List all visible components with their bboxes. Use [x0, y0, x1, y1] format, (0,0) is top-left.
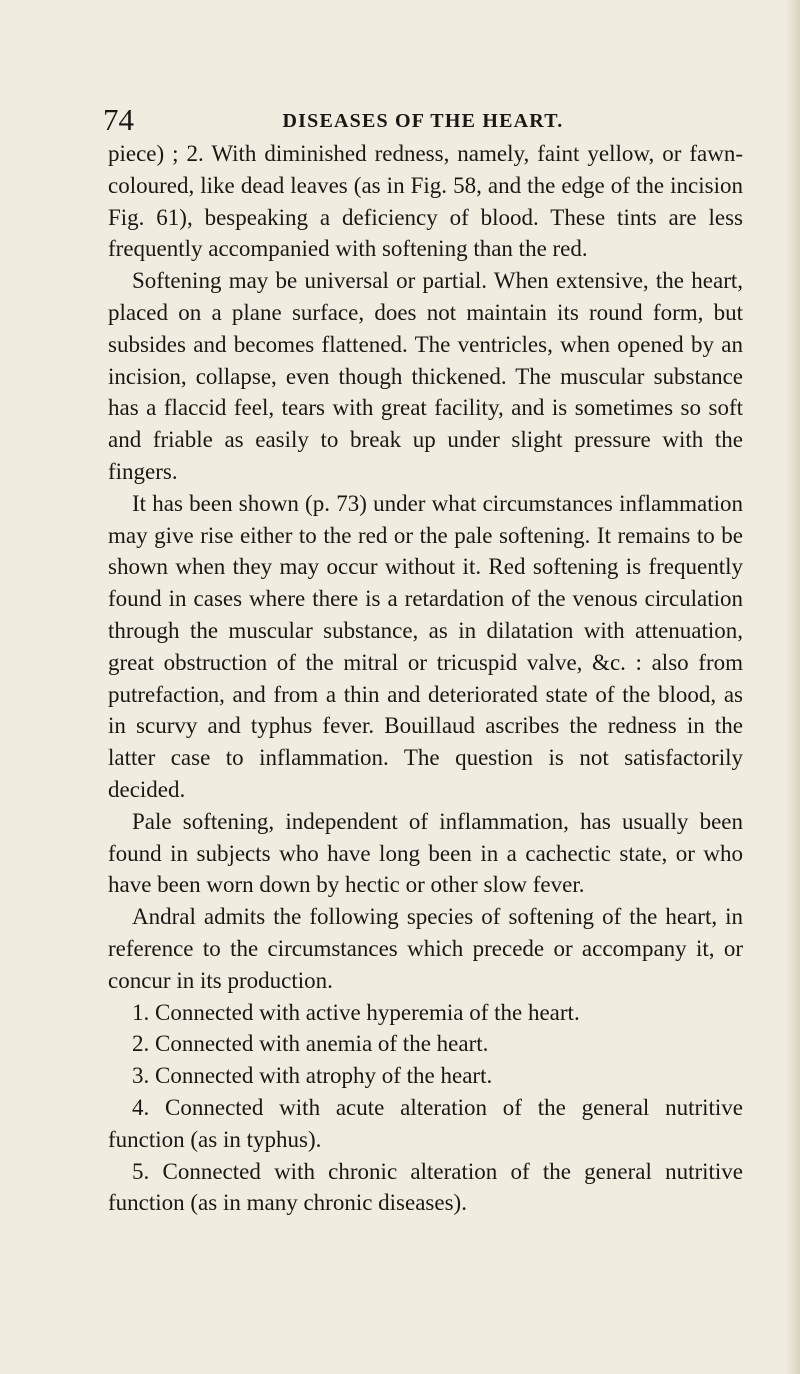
paragraph-andral-species: Andral admits the following species of softening of the heart, in reference to the circumstances which precede or accompany it, or concur in its production.	[108, 904, 743, 993]
list-item: 5. Connected with chronic alteration of the general nutritive function (as in many chronic diseases).	[108, 1158, 743, 1216]
list-item: 2. Connected with anemia of the heart.	[132, 1031, 489, 1057]
paragraph-pale-softening: Pale softening, independent of inflammation, has usually been found in subjects who have long been in a cachectic state, or who have been worn down by hectic or other slow fever.	[108, 808, 743, 898]
paragraph-continued: piece) ; 2. With diminished redness, namely, faint yellow, or fawn-coloured, like dead leaves (as in Fig. 58, and the edge of the incision Fig. 61), bespeaking a deficiency of blood. These tints are less frequently accompanied with softening than the red.	[108, 141, 743, 262]
list-item: 3. Connected with atrophy of the heart.	[132, 1063, 493, 1089]
body-text	[108, 138, 743, 1219]
list-item: 1. Connected with active hyperemia of the heart.	[132, 999, 580, 1025]
running-head: DISEASES OF THE HEART.	[282, 110, 564, 132]
paragraph-red-pale-softening: It has been shown (p. 73) under what circumstances inflammation may give rise either to the red or the pale softening. It remains to be shown when they may occur without it. Red softening is frequently found in cases where there is a retardation of the venous circulation through the muscular substance, as in dilatation with attenuation, great obstruction of the mitral or tricuspid valve, &c. : also from putrefaction, and from a thin and deteriorated state of the blood, as in scurvy and typhus fever. Bouillaud ascribes the redness in the latter case to inflammation. The question is not satisfactorily decided.	[108, 490, 743, 802]
paragraph-softening-extent: Softening may be universal or partial. When extensive, the heart, placed on a plane surface, does not maintain its round form, but subsides and becomes flattened. The ventricles, when opened by an incision, collapse, even though thickened. The muscular substance has a flaccid feel, tears with great facility, and is sometimes so soft and friable as easily to break up under slight pressure with the fingers.	[108, 268, 743, 484]
page-edge-shadow	[786, 0, 800, 1374]
page-header	[103, 100, 743, 140]
page-number: 74	[103, 102, 134, 137]
list-item: 4. Connected with acute alteration of the general nutritive function (as in typhus).	[108, 1094, 743, 1152]
